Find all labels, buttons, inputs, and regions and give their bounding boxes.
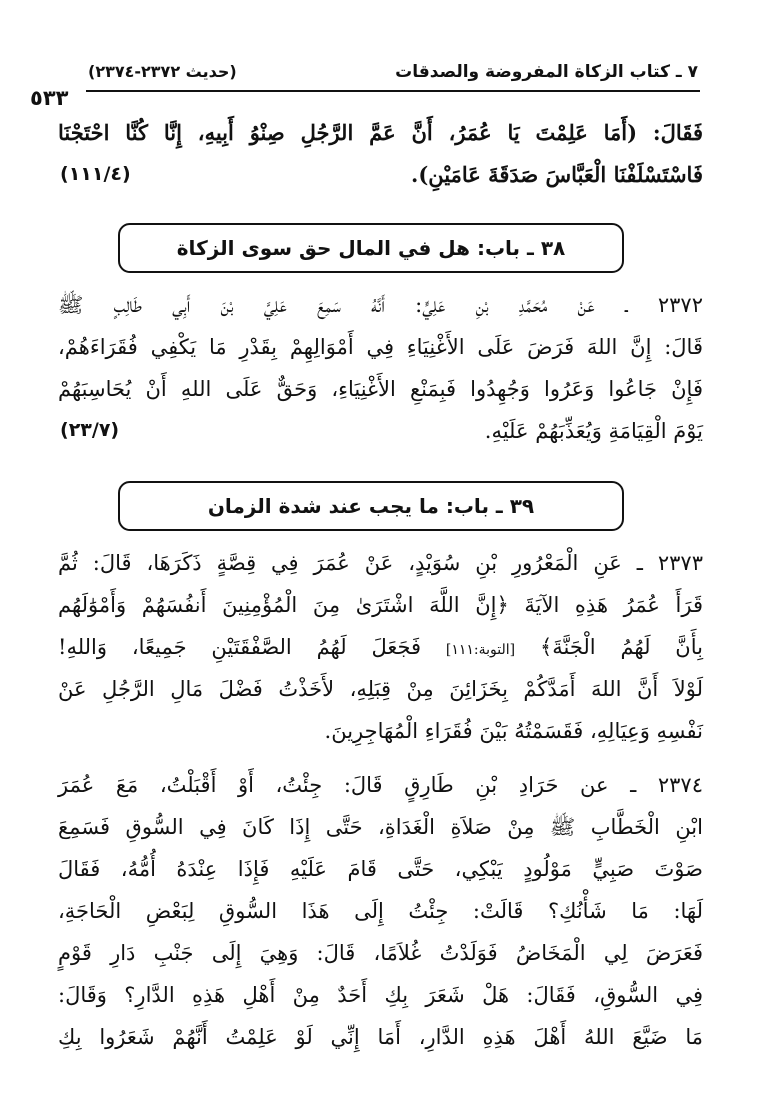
hadith-2373-line-1: ٢٣٧٣ ـ عَنِ الْمَعْرُورِ بْنِ سُوَيْدٍ، عَنْ عُمَرَ فِي قِصَّةٍ ذَكَرَهَا، قَالَ: ثُمَّ xyxy=(58,551,703,575)
page-number: ٥٣٣ xyxy=(30,86,69,110)
hadith-2374-line-1: ٢٣٧٤ ـ عن حَرَادِ بْنِ طَارِقٍ قَالَ: جِئْتُ، أَوْ أَقْبَلْتُ، مَعَ عُمَرَ xyxy=(58,773,703,797)
header-rule xyxy=(86,90,700,92)
hadith-2372-line-1: ٢٣٧٢ ـ عَنْ مُحَمَّدِ بْنِ عَلِيٍّ: أَنَّهُ سَمِعَ عَلِيَّ بْنَ أَبِي طَالِبٍ ﷺ xyxy=(58,293,703,317)
intro-line-1: فَقَالَ: (أَمَا عَلِمْتَ يَا عُمَرُ، أَنَّ عَمَّ الرَّجُلِ صِنْوُ أَبِيهِ، إِنَّا كُنَّا احْتَجْنَا xyxy=(58,120,703,145)
hadith-2373-line-2: قَرَأَ عُمَرُ هَذِهِ الآيَةَ ﴿إِنَّ اللَّهَ اشْتَرَىٰ مِنَ الْمُؤْمِنِينَ أَنفُسَهُمْ وَأَمْوَٰلَهُم xyxy=(58,593,703,617)
book-title: ٧ ـ كتاب الزكاة المفروضة والصدقات xyxy=(395,62,698,82)
hadith-2374-line-6: فِي السُّوقِ، فَقَالَ: هَلْ شَعَرَ بِكِ أَحَدٌ مِنْ أَهْلِ هَذِهِ الدَّارِ؟ وَقَالَ: xyxy=(58,983,703,1007)
hadith-2373-line-5: نَفْسِهِ وَعِيَالِهِ، فَقَسَمْتُهُ بَيْنَ فُقَرَاءِ الْمُهَاجِرِينَ. xyxy=(324,719,703,743)
hadith-2372-reference: (٢٣/٧) xyxy=(60,419,120,441)
intro-line-2: فَاسْتَسْلَفْنَا الْعَبَّاسَ صَدَقَةَ عَامَيْنِ). xyxy=(411,162,703,187)
quran-verse-end: بِأَنَّ لَهُمُ الْجَنَّةَ﴾ xyxy=(539,635,703,659)
hadith-2374-line-7: مَا ضَيَّعَ اللهُ أَهْلَ هَذِهِ الدَّارِ، أَمَا إِنِّي لَوْ عَلِمْتُ أَنَّهُمْ شَعَرُوا بِكِ xyxy=(58,1025,703,1049)
hadith-2372-line-3: فَإِنْ جَاعُوا وَعَرُوا وَجُهِدُوا فَبِمَنْعِ الأَغْنِيَاءِ، وَحَقٌّ عَلَى اللهِ أَنْ يُحَاسِبَهُمْ xyxy=(58,377,703,401)
chapter-39-heading: ٣٩ ـ باب: ما يجب عند شدة الزمان xyxy=(118,481,624,531)
hadith-2373-line-3 xyxy=(58,632,703,665)
hadith-range: (حديث ٢٣٧٢-٢٣٧٤) xyxy=(88,62,237,81)
hadith-2374-line-5: فَعَرَضَ لِي الْمَخَاضُ فَوَلَدْتُ غُلاَمًا، قَالَ: وَهِيَ إِلَى جَنْبِ دَارِ قَوْمٍ xyxy=(58,941,703,965)
hadith-2374-line-4: لَهَا: مَا شَأْنُكِ؟ قَالَتْ: جِئْتُ إِلَى هَذَا السُّوقِ لِبَعْضِ الْحَاجَةِ، xyxy=(58,899,703,923)
running-header xyxy=(88,62,698,88)
hadith-2374-line-3: صَوْتَ صَبِيٍّ مَوْلُودٍ يَبْكِي، حَتَّى قَامَ عَلَيْهِ فَإِذَا عِنْدَهُ أُمُّهُ، فَقَالَ xyxy=(58,857,703,881)
hadith-2374-line-2: ابْنِ الْخَطَّابِ ﷺ مِنْ صَلاَةِ الْغَدَاةِ، حَتَّى إِذَا كَانَ فِي السُّوقِ فَسَمِعَ xyxy=(58,815,703,839)
hadith-2373-line-4: لَوْلاَ أَنَّ اللهَ أَمَدَّكُمْ بِخَزَائِنَ مِنْ قِبَلِهِ، لأَخَذْتُ فَضْلَ مَالِ الرَّجُلِ عَنْ xyxy=(58,677,703,701)
intro-reference: (١١١/٤) xyxy=(60,163,131,185)
chapter-38-heading: ٣٨ ـ باب: هل في المال حق سوى الزكاة xyxy=(118,223,624,273)
hadith-2372-line-2: قَالَ: إِنَّ اللهَ فَرَضَ عَلَى الأَغْنِيَاءِ فِي أَمْوَالِهِمْ بِقَدْرِ مَا يَكْفِي فُقَرَاءَهُمْ، xyxy=(58,335,703,359)
hadith-2373-line-3-rest: فَجَعَلَ لَهُمُ الصَّفْقَتَيْنِ جَمِيعًا، وَاللهِ! xyxy=(58,635,422,659)
quran-citation: [التوبة:١١١] xyxy=(445,642,516,658)
hadith-2372-line-4: يَوْمَ الْقِيَامَةِ وَيُعَذِّبَهُمْ عَلَيْهِ. xyxy=(484,419,703,443)
